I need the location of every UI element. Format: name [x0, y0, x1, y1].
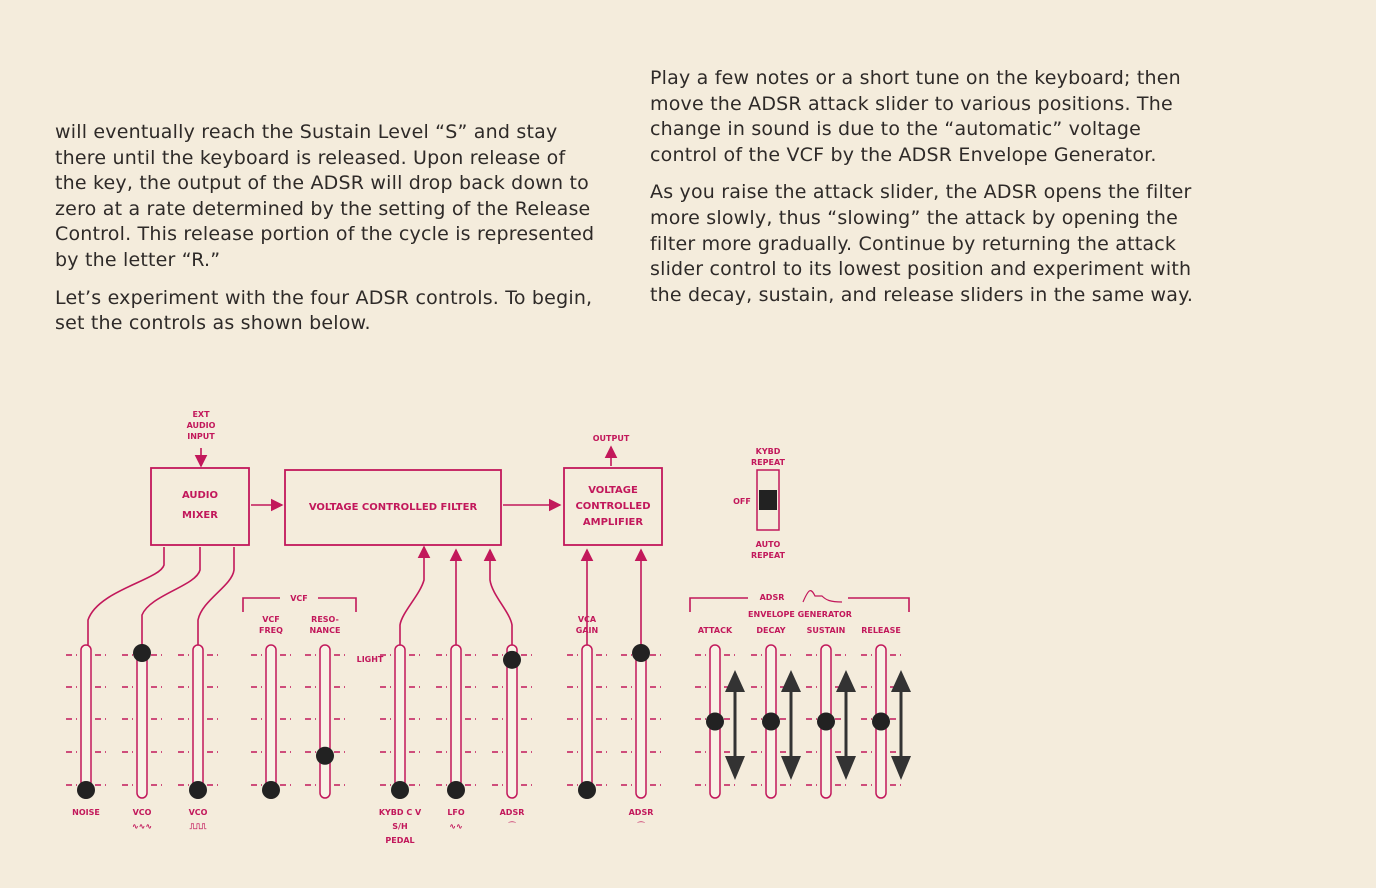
svg-text:REPEAT: REPEAT [751, 551, 785, 560]
left-column [55, 120, 595, 349]
svg-text:VOLTAGE: VOLTAGE [588, 485, 638, 496]
slider-track [395, 645, 405, 798]
slider-top-label: GAIN [575, 626, 599, 635]
slider-top-label: ATTACK [697, 626, 733, 635]
svg-text:VCF: VCF [290, 594, 308, 603]
paragraph-attack-slider: As you raise the attack slider, the ADSR opens the filter more slowly, thus “slowing” the attack by opening the filter more gradually. Continue by returning the attack slider control to its lowest position and experiment with the decay, sustain, and release sliders in the same way. [650, 181, 1194, 306]
slider-knob[interactable] [316, 747, 334, 765]
svg-text:AMPLIFIER: AMPLIFIER [582, 517, 644, 528]
slider-bottom-label: VCO [188, 808, 208, 817]
slider-layer [66, 615, 911, 845]
slider-bottom-label: NOISE [72, 808, 100, 817]
envelope-shape-icon [803, 591, 842, 602]
output-label: OUTPUT [592, 434, 630, 443]
svg-text:REPEAT: REPEAT [751, 458, 785, 467]
slider-track [81, 645, 91, 798]
slider-track [451, 645, 461, 798]
slider-top-label: NANCE [309, 626, 341, 635]
slider-release[interactable] [861, 626, 911, 798]
slider-knob[interactable] [391, 781, 409, 799]
slider-vcf-freq[interactable] [251, 615, 291, 799]
paragraph-sustain-release: will eventually reach the Sustain Level “S” and stay there until the keyboard is released. Upon release of the key, the output of the ADSR will drop back down to zero at a rate determined by the setting of the Release Control. This release portion of the cycle is represented by the letter “R.” [55, 121, 595, 271]
slider-sustain[interactable] [806, 626, 856, 798]
slider-track [636, 645, 646, 798]
slider-track [582, 645, 592, 798]
slider-knob[interactable] [817, 713, 835, 731]
slider-top-label: VCF [262, 615, 280, 624]
svg-text:CONTROLLED: CONTROLLED [575, 501, 651, 512]
slider-knob[interactable] [632, 644, 650, 662]
slider-track [193, 645, 203, 798]
slider-lfo[interactable] [436, 645, 476, 831]
kybd-repeat-switch[interactable] [733, 447, 785, 560]
slider-vco2[interactable] [178, 645, 218, 831]
slider-track [266, 645, 276, 798]
slider-adsr-vcf[interactable] [492, 645, 532, 831]
mixer-input-connections [88, 547, 234, 645]
vca-block [564, 468, 662, 545]
slider-bottom-label: ADSR [628, 808, 654, 817]
slider-bottom-label: PEDAL [385, 836, 415, 845]
slider-knob[interactable] [77, 781, 95, 799]
paragraph-experiment: Let’s experiment with the four ADSR controls. To begin, set the controls as shown below. [55, 286, 593, 335]
slider-knob[interactable] [578, 781, 596, 799]
slider-kybd-cv[interactable] [379, 645, 422, 845]
slider-knob[interactable] [189, 781, 207, 799]
slider-bottom-label: S/H [392, 822, 408, 831]
light-label: LIGHT [356, 655, 384, 664]
slider-knob[interactable] [706, 713, 724, 731]
slider-attack[interactable] [695, 626, 745, 798]
slider-knob[interactable] [762, 713, 780, 731]
off-label: OFF [733, 497, 751, 506]
slider-vco1[interactable] [122, 644, 162, 831]
svg-text:ADSR: ADSR [759, 593, 785, 602]
right-column [650, 66, 1210, 320]
slider-top-label: FREQ [259, 626, 283, 635]
slider-knob[interactable] [872, 713, 890, 731]
slider-knob[interactable] [447, 781, 465, 799]
slider-bottom-label: ⁀ [508, 822, 516, 831]
slider-bottom-label: LFO [447, 808, 465, 817]
slider-adsr-vca[interactable] [621, 644, 661, 831]
svg-text:AUDIO: AUDIO [186, 421, 216, 430]
svg-text:MIXER: MIXER [182, 510, 218, 521]
slider-top-label: RESO- [311, 615, 339, 624]
slider-knob[interactable] [262, 781, 280, 799]
paragraph-play-notes: Play a few notes or a short tune on the keyboard; then move the ADSR attack slider to various positions. The change in sound is due to the “automatic” voltage control of the VCF by the ADSR Envelope Generator. [650, 67, 1181, 166]
slider-track [320, 645, 330, 798]
slider-bottom-label: ⎍⎍⎍ [189, 822, 207, 831]
slider-top-label: VCA [577, 615, 597, 624]
slider-knob[interactable] [133, 644, 151, 662]
audio-mixer-block [151, 468, 249, 545]
slider-resonance[interactable] [305, 615, 345, 798]
kybd-repeat-label: KYBD [755, 447, 781, 456]
vcf-input-connections [400, 547, 641, 645]
slider-noise[interactable] [66, 645, 106, 817]
svg-text:INPUT: INPUT [187, 432, 215, 441]
slider-bottom-label: VCO [132, 808, 152, 817]
slider-bottom-label: KYBD C V [378, 808, 422, 817]
slider-top-label: DECAY [756, 626, 786, 635]
envelope-generator-label: ENVELOPE GENERATOR [748, 610, 852, 619]
slider-bottom-label: ∿∿ [449, 822, 463, 831]
slider-bottom-label: ADSR [499, 808, 525, 817]
slider-bottom-label: ∿∿∿ [131, 822, 153, 831]
slider-knob[interactable] [503, 651, 521, 669]
synthesizer-panel-diagram [0, 390, 1000, 860]
vcf-block [285, 470, 501, 545]
svg-text:EXT: EXT [192, 410, 210, 419]
svg-text:AUDIO: AUDIO [181, 490, 219, 501]
ext-audio-input-label [187, 410, 216, 441]
svg-text:VOLTAGE CONTROLLED FILTER: VOLTAGE CONTROLLED FILTER [308, 502, 478, 513]
slider-top-label: RELEASE [861, 626, 901, 635]
vcf-group-bracket [243, 594, 356, 612]
adsr-group-bracket [690, 591, 909, 619]
slider-decay[interactable] [751, 626, 801, 798]
slider-top-label: SUSTAIN [806, 626, 846, 635]
auto-repeat-label: AUTO [755, 540, 781, 549]
slider-bottom-label: ⁀ [637, 822, 645, 831]
slider-track [137, 645, 147, 798]
